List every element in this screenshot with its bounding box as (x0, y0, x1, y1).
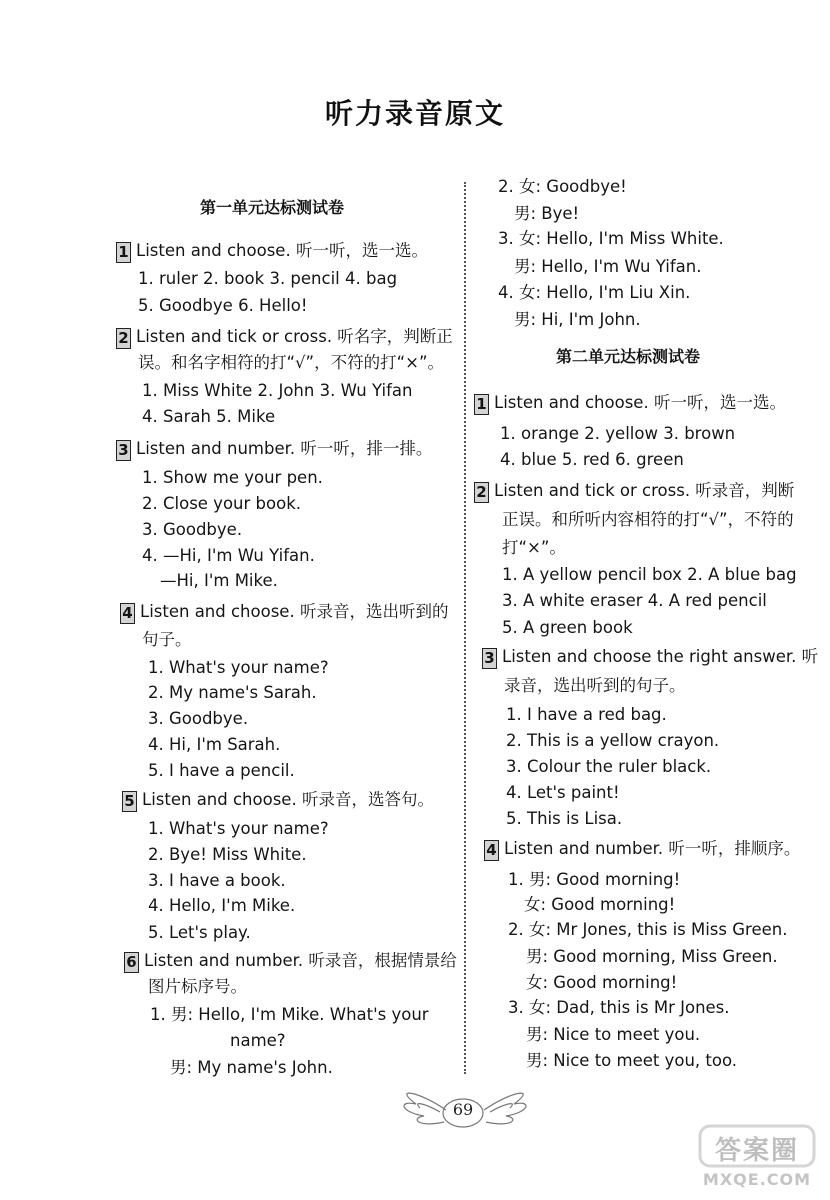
section-heading (122, 789, 434, 812)
line: 1. ruler 2. book 3. pencil 4. bag (138, 269, 398, 288)
line: 2. This is a yellow crayon. (506, 731, 720, 750)
line: 男: Good morning, Miss Green. (526, 947, 778, 966)
line: 3. 女: Dad, this is Mr Jones. (508, 998, 730, 1017)
section-number-badge: 5 (122, 791, 137, 812)
line: 4. Hi, I'm Sarah. (148, 735, 281, 754)
line: 5. Let's play. (148, 923, 251, 942)
section-number-badge: 4 (484, 840, 499, 861)
section-heading-text: Listen and choose. 听一听，选一选。 (136, 241, 428, 260)
line: 1. Miss White 2. John 3. Wu Yifan (142, 381, 413, 400)
line: 录音，选出听到的句子。 (504, 676, 686, 695)
section-heading (116, 240, 428, 263)
line: 5. I have a pencil. (148, 761, 295, 780)
line: 3. 女: Hello, I'm Miss White. (498, 229, 724, 248)
unit2-title: 第二单元达标测试卷 (556, 347, 701, 366)
section-heading-text: Listen and number. 听一听，排一排。 (136, 439, 433, 458)
line: 1. 男: Hello, I'm Mike. What's your (150, 1005, 429, 1024)
watermark-text: 答案圈 (714, 1136, 799, 1166)
section-number-badge: 1 (116, 242, 131, 263)
line: 1. What's your name? (148, 819, 329, 838)
line: 5. This is Lisa. (506, 809, 623, 828)
line: 男: Nice to meet you. (526, 1025, 701, 1044)
line: 1. I have a red bag. (506, 705, 667, 724)
line: name? (230, 1031, 286, 1050)
section-heading (116, 326, 453, 349)
line: 1. Show me your pen. (142, 468, 323, 487)
line: 1. A yellow pencil box 2. A blue bag (502, 565, 797, 584)
column-divider (464, 182, 466, 1074)
section-heading-text: Listen and choose. 听一听，选一选。 (494, 393, 786, 412)
watermark-logo (692, 1116, 822, 1196)
line: 2. My name's Sarah. (148, 683, 317, 702)
section-heading (120, 601, 448, 624)
section-heading (482, 646, 818, 669)
line: 2. Close your book. (142, 494, 301, 513)
line: 4. Sarah 5. Mike (142, 407, 276, 426)
line: 女: Good morning! (524, 895, 676, 914)
line: —Hi, I'm Mike. (160, 571, 278, 590)
line: 男: Hi, I'm John. (514, 310, 641, 329)
section-number-badge: 2 (116, 328, 131, 349)
line: 2. 女: Mr Jones, this is Miss Green. (508, 920, 788, 939)
line: 2. Bye! Miss White. (148, 845, 307, 864)
section-heading (116, 438, 432, 461)
line: 4. blue 5. red 6. green (500, 450, 684, 469)
line: 5. A green book (502, 618, 633, 637)
section-heading-text: Listen and choose. 听录音，选答句。 (142, 790, 434, 809)
line: 1. What's your name? (148, 658, 329, 677)
page-number: 69 (452, 1100, 474, 1119)
section-number-badge: 3 (116, 440, 131, 461)
line: 3. Colour the ruler black. (506, 757, 712, 776)
section-number-badge: 2 (474, 482, 489, 503)
line: 打“×”。 (502, 538, 566, 557)
watermark-url: MXQE.COM (702, 1170, 812, 1189)
section-heading (474, 392, 786, 415)
line: 5. Goodbye 6. Hello! (138, 296, 308, 315)
section-number-badge: 3 (482, 648, 497, 669)
unit1-title: 第一单元达标测试卷 (200, 198, 345, 217)
section-heading (474, 480, 794, 503)
line: 4. —Hi, I'm Wu Yifan. (142, 546, 315, 565)
section-heading-text: Listen and number. 听录音，根据情景给 (144, 951, 457, 970)
line: 4. Hello, I'm Mike. (148, 896, 296, 915)
line: 男: My name's John. (170, 1058, 333, 1077)
line: 男: Nice to meet you, too. (526, 1051, 738, 1070)
line: 3. A white eraser 4. A red pencil (502, 591, 767, 610)
line: 3. Goodbye. (148, 709, 249, 728)
line: 句子。 (142, 630, 192, 649)
line: 1. orange 2. yellow 3. brown (500, 424, 736, 443)
line: 女: Good morning! (526, 973, 678, 992)
line: 男: Hello, I'm Wu Yifan. (514, 257, 702, 276)
section-heading-text: Listen and number. 听一听，排顺序。 (504, 839, 801, 858)
section-heading-text: Listen and tick or cross. 听录音，判断 (494, 481, 795, 500)
section-heading-text: Listen and choose the right answer. 听 (502, 647, 819, 666)
line: 2. 女: Goodbye! (498, 177, 627, 196)
section-heading-text: Listen and tick or cross. 听名字，判断正 (136, 327, 453, 346)
section-heading (124, 950, 457, 973)
line: 图片标序号。 (148, 977, 247, 996)
line: 正误。和所听内容相符的打“√”，不符的 (502, 510, 794, 529)
line: 1. 男: Good morning! (508, 870, 681, 889)
section-number-badge: 1 (474, 394, 489, 415)
section-number-badge: 4 (120, 603, 135, 624)
line: 3. I have a book. (148, 871, 286, 890)
section-heading (484, 838, 800, 861)
section-number-badge: 6 (124, 952, 139, 973)
line: 男: Bye! (514, 204, 580, 223)
line: 4. 女: Hello, I'm Liu Xin. (498, 283, 691, 302)
line: 误。和名字相符的打“√”，不符的打“×”。 (138, 353, 445, 372)
page-title: 听力录音原文 (324, 97, 505, 130)
line: 4. Let's paint! (506, 783, 620, 802)
line: 3. Goodbye. (142, 520, 243, 539)
section-heading-text: Listen and choose. 听录音，选出听到的 (140, 602, 449, 621)
